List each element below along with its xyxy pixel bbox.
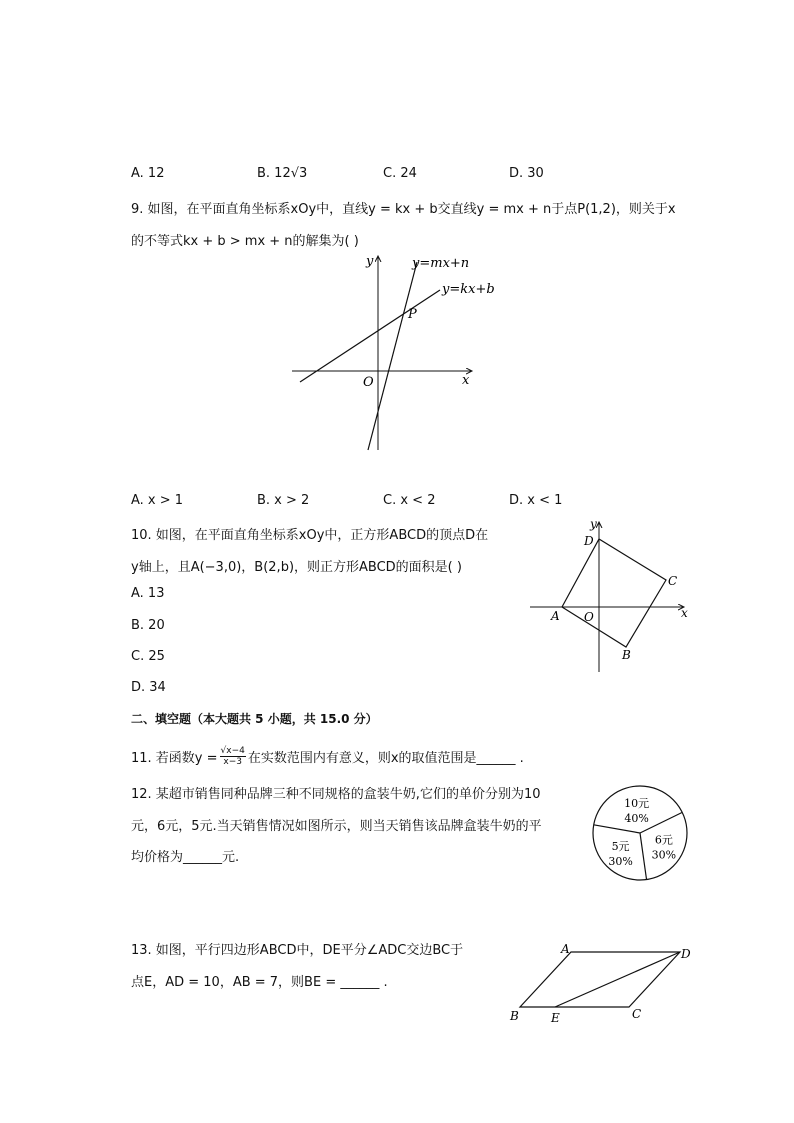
q11-prefix: 11. 若函数y = [131,751,218,766]
q9-label-p: P [408,307,417,322]
q9-graph [290,250,510,455]
q11-suffix: 在实数范围内有意义，则x的取值范围是______ . [247,751,524,766]
pie-divider-0 [594,825,640,833]
q8-option-c: C. 24 [383,166,417,181]
q8-option-b: B. 12√3 [257,166,308,181]
q9-label-line-mx-n: y=mx+n [412,256,470,271]
q9-stem-line2: 的不等式kx + b > mx + n的解集为( ) [131,234,359,249]
q10-option-b: B. 20 [131,618,165,633]
q13-segment-de [555,952,680,1007]
q10-square-abcd [562,539,666,647]
q12-pie-chart [590,783,690,883]
q10-label-x: x [681,606,688,620]
q10-label-y: y [590,517,597,531]
q13-stem-line1: 13. 如图，平行四边形ABCD中，DE平分∠ADC交边BC于 [131,943,464,958]
q10-label-d: D [584,534,594,548]
q10-label-c: C [668,574,678,588]
q13-label-b: B [510,1009,519,1023]
pie-percent-label-2: 30% [608,854,633,868]
pie-category-label-1: 6元 [654,833,673,847]
pie-category-label-2: 5元 [611,839,630,853]
q10-label-o: O [584,610,594,624]
q11-numerator: √x−4 [220,746,245,756]
q11-fraction [220,746,246,767]
q13-parallelogram-abcd [520,952,680,1007]
q9-label-line-kx-b: y=kx+b [442,282,495,297]
q9-label-y: y [366,254,374,269]
q9-label-x: x [462,373,470,388]
q13-label-c: C [632,1007,642,1021]
q9-option-b: B. x > 2 [257,493,310,508]
q12-stem-line1: 12. 某超市销售同种品牌三种不同规格的盒装牛奶,它们的单价分别为10 [131,787,541,802]
q9-line-kx-b [300,290,440,382]
q10-option-c: C. 25 [131,649,165,664]
q13-label-a: A [561,942,570,956]
q11-stem [131,746,524,767]
q13-stem-line2: 点E，AD = 10，AB = 7，则BE = ______ . [131,975,388,990]
q10-stem-line2: y轴上，且A(−3,0)，B(2,b)，则正方形ABCD的面积是( ) [131,560,462,575]
pie-percent-label-0: 40% [624,812,649,826]
q10-stem-line1: 10. 如图，在平面直角坐标系xOy中，正方形ABCD的顶点D在 [131,528,489,543]
q10-option-d: D. 34 [131,680,166,695]
q13-label-e: E [551,1011,560,1025]
pie-percent-label-1: 30% [651,848,677,862]
pie-category-label-0: 10元 [624,797,650,811]
q13-label-d: D [681,947,691,961]
q11-denominator: x−3 [223,757,242,767]
q13-graph [505,938,705,1028]
q9-line-mx-n [368,262,417,450]
q12-stem-line2: 元，6元，5元.当天销售情况如图所示，则当天销售该品牌盒装牛奶的平 [131,819,542,834]
q10-graph [528,516,694,676]
q10-option-a: A. 13 [131,586,165,601]
q9-option-c: C. x < 2 [383,493,436,508]
q9-label-o: O [363,375,374,390]
q12-stem-line3: 均价格为______元. [131,850,240,865]
q8-option-d: D. 30 [509,166,544,181]
section-heading-fill-in: 二、填空题（本大题共 5 小题，共 15.0 分） [131,712,378,726]
q10-label-b: B [622,648,631,662]
q8-option-a: A. 12 [131,166,165,181]
q9-option-d: D. x < 1 [509,493,563,508]
pie-divider-2 [640,833,647,880]
q10-label-a: A [551,609,560,623]
q9-stem-line1: 9. 如图，在平面直角坐标系xOy中，直线y = kx + b交直线y = mx + n于点P(1,2)，则关于x [131,202,676,217]
q9-option-a: A. x > 1 [131,493,184,508]
